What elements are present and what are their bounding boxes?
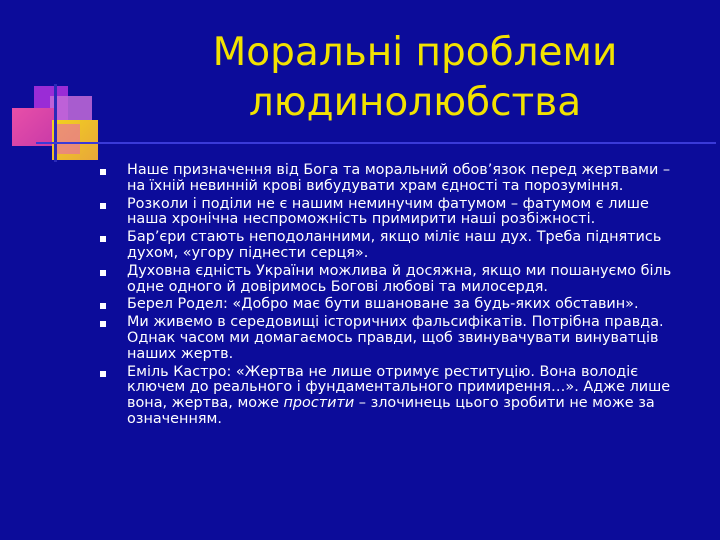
bullet-icon <box>100 371 106 377</box>
bullet-icon <box>100 203 106 209</box>
decor-square-pink <box>12 108 56 146</box>
list-item-text-part: – злочинець цього зробити не може за означенням. <box>127 395 655 427</box>
list-item <box>100 197 690 229</box>
decor-square-overlay <box>56 124 80 154</box>
list-item-text: Наше призначення від Бога та моральний обов’язок перед жертвами – на їхній невинній крові вибудувати храм єдності та порозуміння. <box>127 162 671 194</box>
slide-title: Моральні проблеми людинолюбства <box>212 30 618 125</box>
bullet-icon <box>100 236 106 242</box>
list-item-text: Бар’єри стають неподоланними, якщо міліє наш дух. Треба піднятись духом, «угору піднести серця». <box>127 229 662 261</box>
decor-vertical-line <box>54 84 57 162</box>
list-item-text: Духовна єдність України можлива й досяжна, якщо ми пошануємо біль одне одного й довіримось Богові любові та милосердя. <box>127 262 672 295</box>
list-item <box>100 163 690 195</box>
list-item <box>100 230 690 262</box>
bullet-icon <box>100 303 106 309</box>
list-item-text <box>127 364 670 427</box>
emphasized-word: простити <box>283 395 355 412</box>
bullet-list <box>100 163 690 430</box>
list-item-text: Берел Родел: «Добро має бути вшановане за будь-яких обставин». <box>127 296 639 313</box>
decor-horizontal-line <box>36 142 716 144</box>
bullet-icon <box>100 270 106 276</box>
list-item-text-part: Еміль Кастро: «Жертва не лише отримує реституцію. Вона володіє ключем до реального і фундаментального примирення…». Адже лише вона, жертва, може <box>127 363 671 412</box>
list-item <box>100 315 690 362</box>
list-item-text: Ми живемо в середовищі історичних фальсифікатів. Потрібна правда. Однак часом ми домагаємось правди, щоб звинувачувати винуватців наших жертв. <box>127 314 664 362</box>
list-item <box>100 297 690 313</box>
list-item-text: Розколи і поділи не є нашим неминучим фатумом – фатумом є лише наша хронічна неспроможність примирити наші розбіжності. <box>127 195 649 228</box>
list-item <box>100 264 690 296</box>
list-item <box>100 365 690 428</box>
bullet-icon <box>100 321 106 327</box>
bullet-icon <box>100 169 106 175</box>
